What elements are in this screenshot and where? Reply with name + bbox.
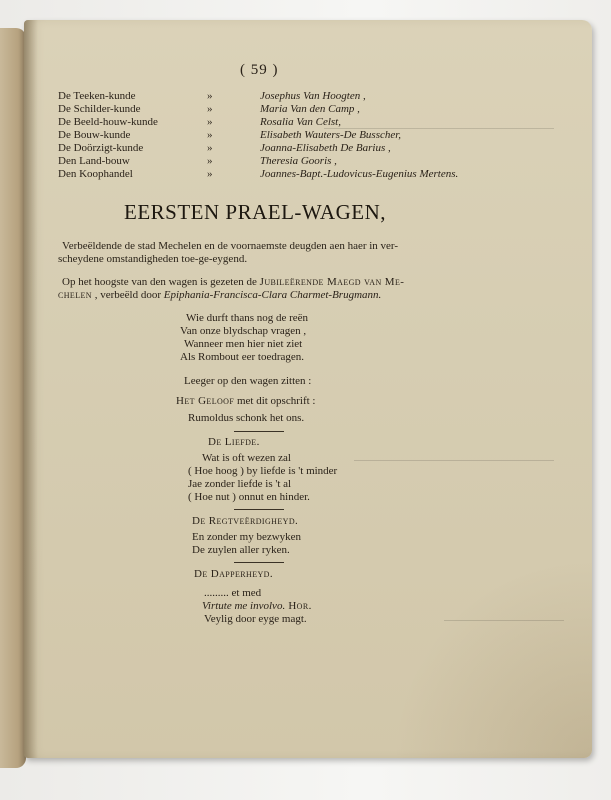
divider <box>234 509 284 510</box>
top-figure-line-2 <box>58 289 381 302</box>
page-number: ( 59 ) <box>240 62 279 78</box>
left-page-edge <box>0 28 26 768</box>
faith-line <box>176 395 315 407</box>
section-title: EERSTEN PRAEL-WAGEN, <box>124 200 386 224</box>
top-text: Op het hoogste van den wagen is gezeten de <box>62 276 260 288</box>
verse-line: Wat is oft wezen zal <box>202 452 291 464</box>
person-name: Rosalia Van Celst, <box>260 116 341 128</box>
divider <box>234 431 284 432</box>
ditto-mark: » <box>207 155 213 167</box>
verse-line: ......... et med <box>204 587 262 599</box>
top-smallcaps: Jubileërende Maegd van Me- <box>259 276 405 288</box>
person-name: Joanna-Elisabeth De Barius , <box>260 142 391 154</box>
ditto-mark: » <box>207 90 213 102</box>
person-name: Maria Van den Camp , <box>260 103 360 115</box>
verse-line: Wanneer men hier niet ziet <box>184 338 303 350</box>
verse-line: Als Rombout eer toedragen. <box>180 351 305 363</box>
art-label: De Beeld-houw-kunde <box>58 116 158 128</box>
top-figure-line-1 <box>62 276 404 289</box>
art-label: Den Koophandel <box>58 168 133 180</box>
page-fold-shadow <box>24 20 38 758</box>
intro-line-2: scheydene omstandigheden toe-ge-eygend. <box>58 253 248 265</box>
person-name: Theresia Gooris , <box>260 155 337 167</box>
verse-line: Veylig door eyge magt. <box>204 613 307 625</box>
intro-line-1: Verbeëldende de stad Mechelen en de voornaemste deugden aen haer in ver- <box>62 240 399 252</box>
page-corner-stain <box>392 558 592 758</box>
person-name: Joannes-Bapt.-Ludovicus-Eugenius Mertens. <box>260 168 459 180</box>
verse-line: De zuylen aller ryken. <box>192 544 290 556</box>
top-smallcaps: chelen <box>58 289 92 301</box>
book-page <box>24 20 592 758</box>
verse-line <box>202 600 312 612</box>
ditto-mark: » <box>207 142 213 154</box>
show-through-mark <box>444 620 564 622</box>
top-text: , verbeëld door <box>91 289 164 301</box>
person-name: Elisabeth Wauters-De Busscher, <box>260 129 402 141</box>
faith-rest: met dit opschrift : <box>234 395 316 407</box>
ditto-mark: » <box>207 116 213 128</box>
charity-heading: De Liefde. <box>208 436 260 448</box>
show-through-mark <box>354 460 554 462</box>
art-label: De Doörzigt-kunde <box>58 142 144 154</box>
verse-line: Jae zonder liefde is 't al <box>188 478 292 490</box>
art-label: De Schilder-kunde <box>58 103 141 115</box>
top-italic-name: Epiphania-Francisca-Clara Charmet-Brugmann. <box>163 289 382 301</box>
art-label: De Teeken-kunde <box>58 90 136 102</box>
ditto-mark: » <box>207 168 213 180</box>
verse-line: Van onze blydschap vragen , <box>180 325 307 337</box>
verse-line: ( Hoe hoog ) by liefde is 't minder <box>188 465 338 477</box>
justice-heading: De Regtveërdigheyd. <box>192 515 299 527</box>
divider <box>234 562 284 563</box>
person-name: Josephus Van Hoogten , <box>260 90 366 102</box>
ditto-mark: » <box>207 129 213 141</box>
bravery-heading: De Dapperheyd. <box>194 568 273 580</box>
citation: Hor. <box>285 600 312 612</box>
verse-line: En zonder my bezwyken <box>192 531 302 543</box>
verse-line: ( Hoe nut ) onnut en hinder. <box>188 491 310 503</box>
faith-heading: Het Geloof <box>176 395 235 407</box>
faith-inscription: Rumoldus schonk het ons. <box>188 412 305 424</box>
ditto-mark: » <box>207 103 213 115</box>
latin-quote: Virtute me involvo. <box>202 600 286 612</box>
verse-line: Wie durft thans nog de reën <box>186 312 309 324</box>
art-label: De Bouw-kunde <box>58 129 131 141</box>
art-label: Den Land-bouw <box>58 155 130 167</box>
lower-seated-line: Leeger op den wagen zitten : <box>184 375 312 387</box>
